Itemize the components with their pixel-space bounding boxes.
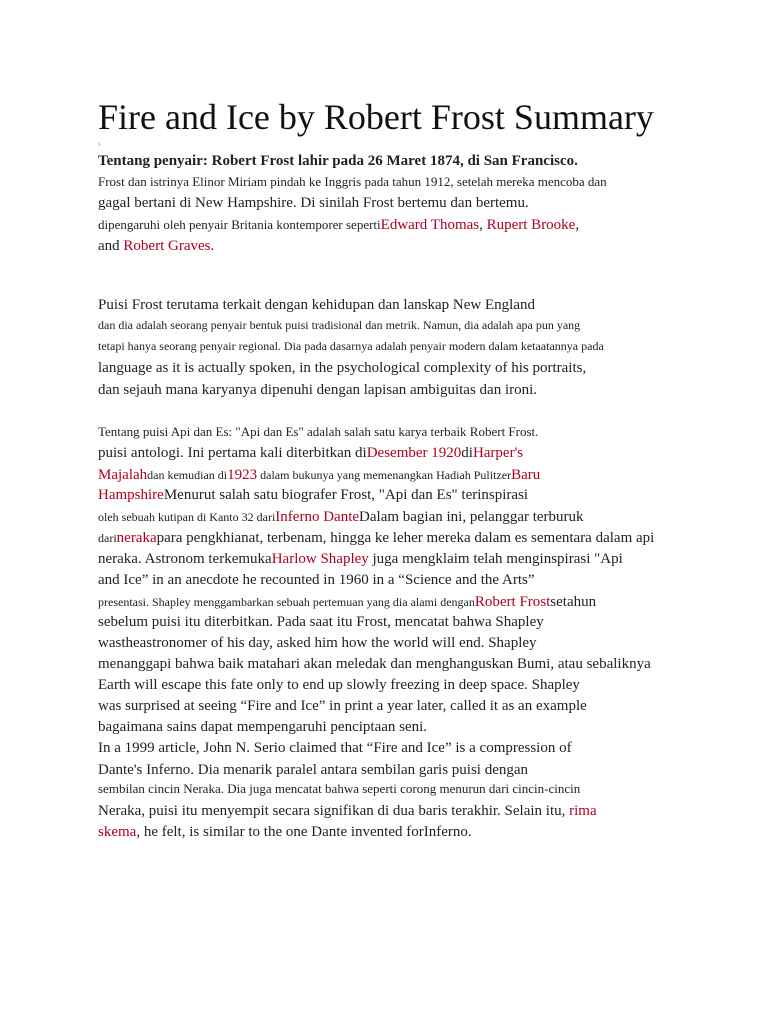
text-span: neraka. Astronom terkemuka: [98, 551, 272, 567]
text-span: para pengkhianat, terbenam, hingga ke leher mereka dalam es sementara dalam api: [156, 530, 655, 546]
text-line: [98, 446, 523, 461]
document-title: Fire and Ice by Robert Frost Summary: [98, 97, 654, 137]
link-rupert-brooke[interactable]: Rupert Brooke: [486, 217, 576, 233]
text-span: , he felt, is similar to the one Dante invented forInferno.: [136, 824, 472, 840]
text-line: dan dia adalah seorang penyair bentuk puisi tradisional dan metrik. Namun, dia adalah apa pun yang: [98, 318, 581, 332]
text-span: Neraka, puisi itu menyempit secara signifikan di dua baris terakhir. Selain itu,: [98, 803, 570, 819]
text-span: dari: [98, 531, 117, 545]
text-line: Dante's Inferno. Dia menarik paralel antara sembilan garis puisi dengan: [98, 762, 529, 778]
text-span: dan kemudian di: [147, 468, 228, 482]
text-line: tetapi hanya seorang penyair regional. Dia pada dasarnya adalah penyair modern dalam ketaatannya pada: [98, 339, 604, 353]
text-line: [98, 509, 584, 525]
text-line: [98, 825, 472, 840]
text-line: dan sejauh mana karyanya dipenuhi dengan lapisan ambiguitas dan ironi.: [98, 382, 538, 398]
text-line: and Ice” in an anecdote he recounted in 1960 in a “Science and the Arts”: [98, 572, 535, 588]
text-span: dipengaruhi oleh penyair Britania kontemporer seperti: [98, 217, 381, 232]
text-line: gagal bertani di New Hampshire. Di sinilah Frost bertemu dan bertemu.: [98, 195, 529, 211]
text-line: language as it is actually spoken, in the psychological complexity of his portraits,: [98, 360, 587, 376]
text-span: .: [210, 238, 215, 254]
link-desember-1920[interactable]: Desember 1920: [366, 445, 462, 461]
link-harpers[interactable]: Harper's: [472, 445, 524, 461]
text-line: sembilan cincin Neraka. Dia juga mencatat bahwa seperti corong menurun dari cincin-cincin: [98, 781, 581, 796]
text-span: Menurut salah satu biografer Frost, "Api dan Es" terinspirasi: [163, 487, 529, 503]
text-span: ,: [479, 217, 487, 233]
link-rima[interactable]: rima: [569, 803, 597, 819]
link-dante[interactable]: Dante: [323, 509, 360, 525]
text-line: [98, 530, 654, 546]
link-baru[interactable]: Baru: [511, 467, 541, 483]
text-span: ,: [575, 217, 580, 233]
text-span: and: [98, 238, 124, 254]
text-line: [98, 552, 623, 567]
link-majalah[interactable]: Majalah: [98, 467, 148, 483]
text-line: [98, 488, 528, 503]
link-skema[interactable]: skema: [98, 824, 137, 840]
link-inferno[interactable]: Inferno: [275, 509, 320, 525]
text-line: In a 1999 article, John N. Serio claimed that “Fire and Ice” is a compression of: [98, 740, 572, 756]
text-line: [98, 239, 214, 254]
text-span: presentasi. Shapley menggambarkan sebuah pertemuan yang dia alami dengan: [98, 595, 475, 609]
poet-intro-heading: Tentang penyair: Robert Frost lahir pada 26 Maret 1874, di San Francisco.: [98, 153, 578, 169]
text-span: Dalam bagian ini, pelanggar terburuk: [359, 509, 584, 525]
text-line: wastheastronomer of his day, asked him how the world will end. Shapley: [98, 635, 537, 651]
poem-intro-heading: Tentang puisi Api dan Es: "Api dan Es" adalah salah satu karya terbaik Robert Frost.: [98, 424, 539, 439]
text-span: puisi antologi. Ini pertama kali diterbitkan di: [98, 445, 367, 461]
tiny-mark: s: [98, 140, 101, 148]
link-edward-thomas[interactable]: Edward Thomas: [380, 217, 480, 233]
text-line: bagaimana sains dapat mempengaruhi penciptaan seni.: [98, 719, 428, 735]
text-line: [98, 217, 579, 233]
text-span: di: [461, 445, 473, 461]
text-line: [98, 594, 596, 610]
text-line: [98, 467, 540, 483]
text-line: [98, 804, 597, 819]
link-robert-graves[interactable]: Robert Graves: [123, 238, 211, 254]
text-line: sebelum puisi itu diterbitkan. Pada saat itu Frost, mencatat bahwa Shapley: [98, 614, 544, 630]
text-span: oleh sebuah kutipan di Kanto 32 dari: [98, 510, 276, 524]
link-1923[interactable]: 1923: [227, 467, 258, 483]
link-robert-frost[interactable]: Robert Frost: [474, 594, 551, 610]
link-hampshire[interactable]: Hampshire: [98, 487, 164, 503]
text-line: Frost dan istrinya Elinor Miriam pindah ke Inggris pada tahun 1912, setelah mereka mencoba dan: [98, 174, 607, 189]
text-span: setahun: [550, 594, 597, 610]
text-line: Puisi Frost terutama terkait dengan kehidupan dan lanskap New England: [98, 297, 535, 313]
text-line: was surprised at seeing “Fire and Ice” in print a year later, called it as an example: [98, 698, 587, 714]
link-harlow-shapley[interactable]: Harlow Shapley: [271, 551, 369, 567]
text-line: menanggapi bahwa baik matahari akan meledak dan menghanguskan Bumi, atau sebaliknya: [98, 656, 651, 672]
text-span: juga mengklaim telah menginspirasi "Api: [368, 551, 623, 567]
text-span: dalam bukunya yang memenangkan Hadiah Pulitzer: [257, 468, 512, 482]
link-neraka[interactable]: neraka: [116, 530, 157, 546]
text-line: Earth will escape this fate only to end up slowly freezing in deep space. Shapley: [98, 677, 580, 693]
